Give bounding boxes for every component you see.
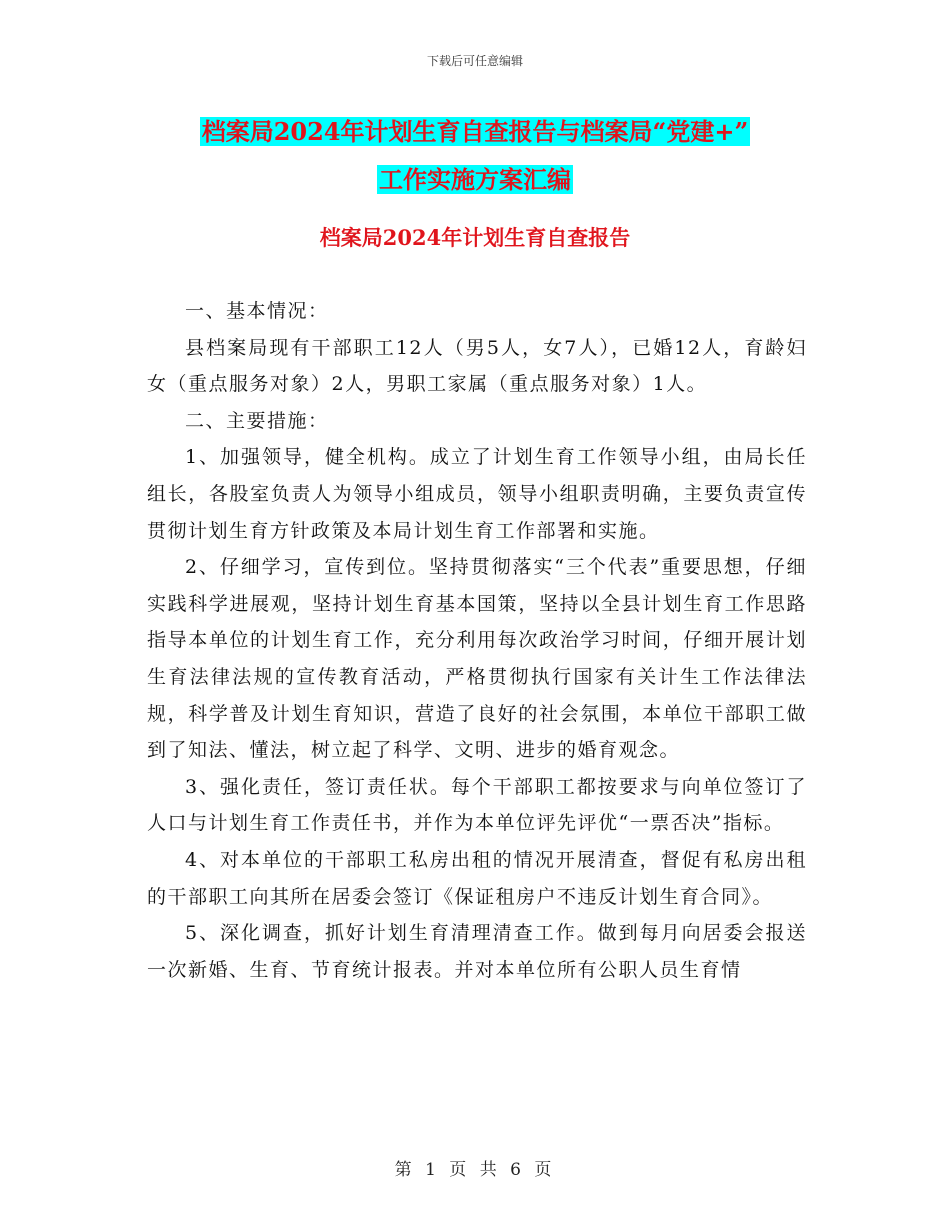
paragraph: 二、主要措施： (185, 409, 329, 432)
document-body (147, 293, 807, 988)
paragraph: 4、对本单位的干部职工私房出租的情况开展清查，督促有私房出租的干部职工向其所在居委会签订《保证租房户不违反计划生育合同》。 (147, 848, 807, 908)
page-header-note: 下载后可任意编辑 (426, 54, 523, 68)
paragraph: 县档案局现有干部职工12人（男5人，女7人），已婚12人，育龄妇女（重点服务对象）2人，男职工家属（重点服务对象）1人。 (147, 336, 807, 396)
document-title-line2: 工作实施方案汇编 (379, 165, 571, 194)
page-number: 第 1 页 共 6 页 (394, 1160, 556, 1180)
paragraph: 5、深化调查，抓好计划生育清理清查工作。做到每月向居委会报送一次新婚、生育、节育统计报表。并对本单位所有公职人员生育情 (147, 922, 807, 981)
paragraph: 一、基本情况： (185, 300, 329, 322)
document-title (0, 108, 950, 204)
paragraph: 3、强化责任，签订责任状。每个干部职工都按要求与向单位签订了人口与计划生育工作责任书，并作为本单位评先评优“一票否决”指标。 (147, 775, 807, 835)
paragraph: 1、加强领导，健全机构。成立了计划生育工作领导小组，由局长任组长，各股室负责人为领导小组成员，领导小组职责明确，主要负责宣传贯彻计划生育方针政策及本局计划生育工作部署和实施。 (147, 446, 807, 542)
paragraph: 2、仔细学习，宣传到位。坚持贯彻落实“三个代表”重要思想，仔细实践科学进展观，坚持计划生育基本国策，坚持以全县计划生育工作思路指导本单位的计划生育工作，充分利用每次政治学习时间，仔细开展计划生育法律法规的宣传教育活动，严格贯彻执行国家有关计生工作法律法规，科学普及计划生育知识，营造了良好的社会氛围，本单位干部职工做到了知法、懂法，树立起了科学、文明、进步的婚育观念。 (147, 556, 807, 762)
section-title: 档案局2024年计划生育自查报告 (319, 225, 631, 250)
document-title-line1: 档案局2024年计划生育自查报告与档案局“党建+” (201, 117, 749, 146)
